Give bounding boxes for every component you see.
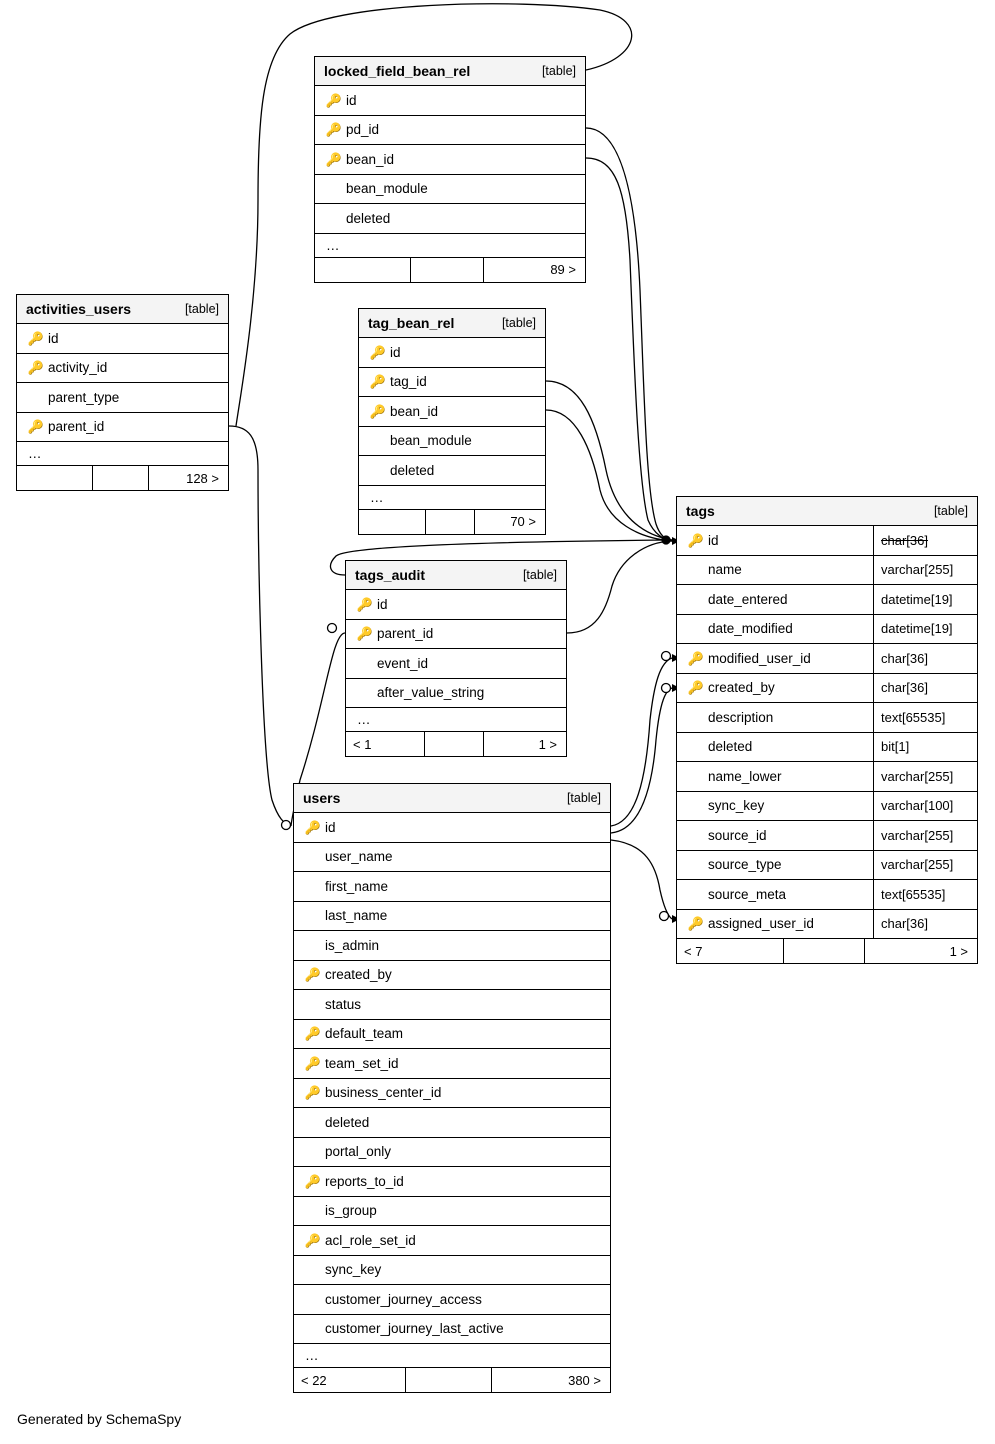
column-name: last_name [325, 908, 388, 924]
column-name: assigned_user_id [708, 916, 814, 932]
primary-key-icon: 🔑 [369, 403, 387, 419]
column-name: is_group [325, 1203, 377, 1219]
column-name: activity_id [48, 360, 108, 376]
column-row[interactable] [294, 1167, 610, 1197]
column-name: portal_only [325, 1144, 392, 1160]
table-type-label: [table] [522, 567, 557, 582]
column-type: text[65535] [873, 703, 977, 732]
column-name: reports_to_id [325, 1173, 404, 1189]
footer-parents-count: < 22 [301, 1372, 327, 1388]
footer-children-count: 1 > [949, 943, 968, 959]
more-columns-indicator: … [359, 486, 545, 510]
primary-key-icon: 🔑 [325, 151, 343, 167]
column-row[interactable] [677, 762, 977, 792]
more-columns-indicator: … [294, 1344, 610, 1368]
column-name: sync_key [325, 1262, 382, 1278]
column-name: name [708, 562, 742, 578]
column-row[interactable] [359, 456, 545, 486]
credit-text: Generated by SchemaSpy [17, 1411, 182, 1427]
column-type: char[36] [873, 674, 977, 703]
column-name: default_team [325, 1026, 404, 1042]
column-row[interactable] [346, 590, 566, 620]
column-row[interactable] [17, 413, 228, 443]
column-row[interactable] [294, 1226, 610, 1256]
column-row[interactable] [294, 1108, 610, 1138]
column-type: bit[1] [873, 733, 977, 762]
column-name: id [325, 819, 336, 835]
column-name: user_name [325, 849, 393, 865]
column-name: sync_key [708, 798, 765, 814]
table-title: activities_users [26, 300, 132, 317]
column-name: event_id [377, 655, 429, 671]
column-name: description [708, 709, 774, 725]
footer-children-count: 128 > [186, 470, 219, 486]
table-type-label: [table] [184, 301, 219, 316]
column-row[interactable] [677, 674, 977, 704]
column-name: date_modified [708, 621, 793, 637]
table-footer [677, 939, 977, 963]
column-row[interactable] [294, 872, 610, 902]
table-title: tags_audit [355, 566, 426, 583]
column-row[interactable] [677, 733, 977, 763]
foreign-key-icon: 🔑 [304, 1173, 322, 1189]
table-activities_users[interactable] [16, 294, 229, 491]
column-row[interactable] [315, 86, 585, 116]
foreign-key-icon: 🔑 [304, 1026, 322, 1042]
primary-key-icon: 🔑 [356, 596, 374, 612]
column-row[interactable] [294, 902, 610, 932]
column-type: datetime[19] [873, 615, 977, 644]
column-row[interactable] [294, 990, 610, 1020]
column-row[interactable] [346, 649, 566, 679]
footer-parents-count [359, 510, 425, 534]
column-row[interactable] [315, 116, 585, 146]
table-header-activities_users [17, 295, 228, 324]
column-name: source_id [708, 827, 767, 843]
column-row[interactable] [359, 368, 545, 398]
footer-middle [410, 258, 484, 282]
column-row[interactable] [294, 843, 610, 873]
column-name: bean_id [390, 403, 439, 419]
column-row[interactable] [346, 620, 566, 650]
column-name: bean_id [346, 151, 395, 167]
column-row[interactable] [677, 880, 977, 910]
foreign-key-icon: 🔑 [687, 650, 705, 666]
column-type: varchar[100] [873, 792, 977, 821]
column-row[interactable] [677, 615, 977, 645]
column-row[interactable] [359, 338, 545, 368]
column-row[interactable] [315, 204, 585, 234]
more-columns-indicator: … [17, 442, 228, 466]
column-row[interactable] [677, 792, 977, 822]
footer-parents-count: < 7 [684, 943, 703, 959]
table-locked_field_bean_rel[interactable] [314, 56, 586, 283]
column-name: first_name [325, 878, 389, 894]
table-header-users [294, 784, 610, 813]
column-type: char[36] [873, 526, 977, 555]
table-title: locked_field_bean_rel [324, 62, 471, 79]
column-row[interactable] [294, 1315, 610, 1345]
column-name: deleted [346, 210, 391, 226]
column-row[interactable] [677, 910, 977, 940]
primary-key-icon: 🔑 [27, 419, 45, 435]
footer-middle [424, 732, 484, 756]
primary-key-icon: 🔑 [27, 330, 45, 346]
column-row[interactable] [359, 397, 545, 427]
column-row[interactable] [294, 1138, 610, 1168]
column-name: deleted [708, 739, 753, 755]
column-name: parent_id [377, 626, 434, 642]
column-row[interactable] [677, 526, 977, 556]
column-row[interactable] [677, 585, 977, 615]
table-title: tag_bean_rel [368, 314, 455, 331]
table-header-tag_bean_rel [359, 309, 545, 338]
footer-middle [405, 1368, 492, 1392]
column-row[interactable] [294, 1079, 610, 1109]
table-tags[interactable] [676, 496, 978, 964]
column-type: text[65535] [873, 880, 977, 909]
column-name: team_set_id [325, 1055, 399, 1071]
column-row[interactable] [294, 1197, 610, 1227]
footer-children-count: 70 > [510, 514, 536, 529]
column-row[interactable] [17, 324, 228, 354]
column-name: business_center_id [325, 1085, 442, 1101]
foreign-key-icon: 🔑 [304, 1055, 322, 1071]
table-header-tags [677, 497, 977, 526]
column-row[interactable] [677, 703, 977, 733]
column-name: id [708, 532, 719, 548]
column-name: source_meta [708, 886, 787, 902]
column-name: pd_id [346, 122, 380, 138]
column-name: bean_module [390, 433, 472, 449]
table-header-locked_field_bean_rel [315, 57, 585, 86]
footer-children-count: 89 > [550, 262, 576, 277]
footer-parents-count [315, 258, 410, 282]
footer-middle [783, 939, 865, 963]
column-name: deleted [325, 1114, 370, 1130]
footer-middle [425, 510, 475, 534]
column-name: created_by [325, 967, 392, 983]
column-name: status [325, 996, 362, 1012]
column-name: bean_module [346, 181, 428, 197]
table-title: users [303, 789, 341, 806]
column-name: source_type [708, 857, 782, 873]
column-row[interactable] [294, 961, 610, 991]
column-row[interactable] [677, 821, 977, 851]
column-name: customer_journey_access [325, 1291, 482, 1307]
column-row[interactable] [294, 1256, 610, 1286]
column-type: varchar[255] [873, 821, 977, 850]
column-type: varchar[255] [873, 762, 977, 791]
column-name: created_by [708, 680, 775, 696]
table-title: tags [686, 502, 715, 519]
table-footer [17, 466, 228, 490]
column-row[interactable] [677, 851, 977, 881]
table-tags_audit[interactable] [345, 560, 567, 757]
column-row[interactable] [346, 679, 566, 709]
column-row[interactable] [294, 813, 610, 843]
table-footer [359, 510, 545, 534]
foreign-key-icon: 🔑 [304, 1232, 322, 1248]
column-name: deleted [390, 462, 435, 478]
table-footer [315, 258, 585, 282]
column-row[interactable] [315, 145, 585, 175]
column-row[interactable] [17, 354, 228, 384]
primary-key-icon: 🔑 [304, 967, 322, 983]
primary-key-icon: 🔑 [687, 532, 705, 548]
primary-key-icon: 🔑 [27, 360, 45, 376]
primary-key-icon: 🔑 [325, 122, 343, 138]
column-type: varchar[255] [873, 851, 977, 880]
column-name: after_value_string [377, 685, 485, 701]
column-name: customer_journey_last_active [325, 1321, 504, 1337]
column-name: acl_role_set_id [325, 1232, 416, 1248]
foreign-key-icon: 🔑 [687, 916, 705, 932]
column-row[interactable] [294, 1020, 610, 1050]
foreign-key-icon: 🔑 [304, 1085, 322, 1101]
column-row[interactable] [677, 644, 977, 674]
column-name: id [390, 344, 401, 360]
foreign-key-icon: 🔑 [687, 680, 705, 696]
column-row[interactable] [294, 931, 610, 961]
column-name: id [346, 92, 357, 108]
footer-children-count: 1 > [538, 736, 557, 752]
column-row[interactable] [315, 175, 585, 205]
more-columns-indicator: … [315, 234, 585, 258]
footer-parents-count: < 1 [353, 736, 372, 752]
table-users[interactable] [293, 783, 611, 1393]
table-header-tags_audit [346, 561, 566, 590]
footer-middle [92, 466, 149, 490]
table-footer [346, 732, 566, 756]
primary-key-icon: 🔑 [356, 626, 374, 642]
primary-key-icon: 🔑 [369, 344, 387, 360]
column-type: char[36] [873, 644, 977, 673]
column-name: tag_id [390, 374, 427, 390]
footer-parents-count [17, 466, 92, 490]
table-type-label: [table] [566, 790, 601, 805]
primary-key-icon: 🔑 [369, 374, 387, 390]
column-type: varchar[255] [873, 556, 977, 585]
footer-children-count: 380 > [568, 1372, 601, 1388]
column-name: date_entered [708, 591, 788, 607]
more-columns-indicator: … [346, 708, 566, 732]
column-row[interactable] [294, 1049, 610, 1079]
column-name: parent_type [48, 389, 120, 405]
primary-key-icon: 🔑 [304, 819, 322, 835]
column-type: char[36] [873, 910, 977, 939]
table-footer [294, 1368, 610, 1392]
column-row[interactable] [17, 383, 228, 413]
column-row[interactable] [294, 1285, 610, 1315]
table-type-label: [table] [501, 315, 536, 330]
column-name: id [377, 596, 388, 612]
column-row[interactable] [359, 427, 545, 457]
primary-key-icon: 🔑 [325, 92, 343, 108]
column-row[interactable] [677, 556, 977, 586]
table-tag_bean_rel[interactable] [358, 308, 546, 535]
column-name: modified_user_id [708, 650, 811, 666]
column-name: parent_id [48, 419, 105, 435]
column-name: name_lower [708, 768, 782, 784]
table-type-label: [table] [933, 503, 968, 518]
table-type-label: [table] [541, 63, 576, 78]
column-type: datetime[19] [873, 585, 977, 614]
column-name: is_admin [325, 937, 380, 953]
column-name: id [48, 330, 59, 346]
